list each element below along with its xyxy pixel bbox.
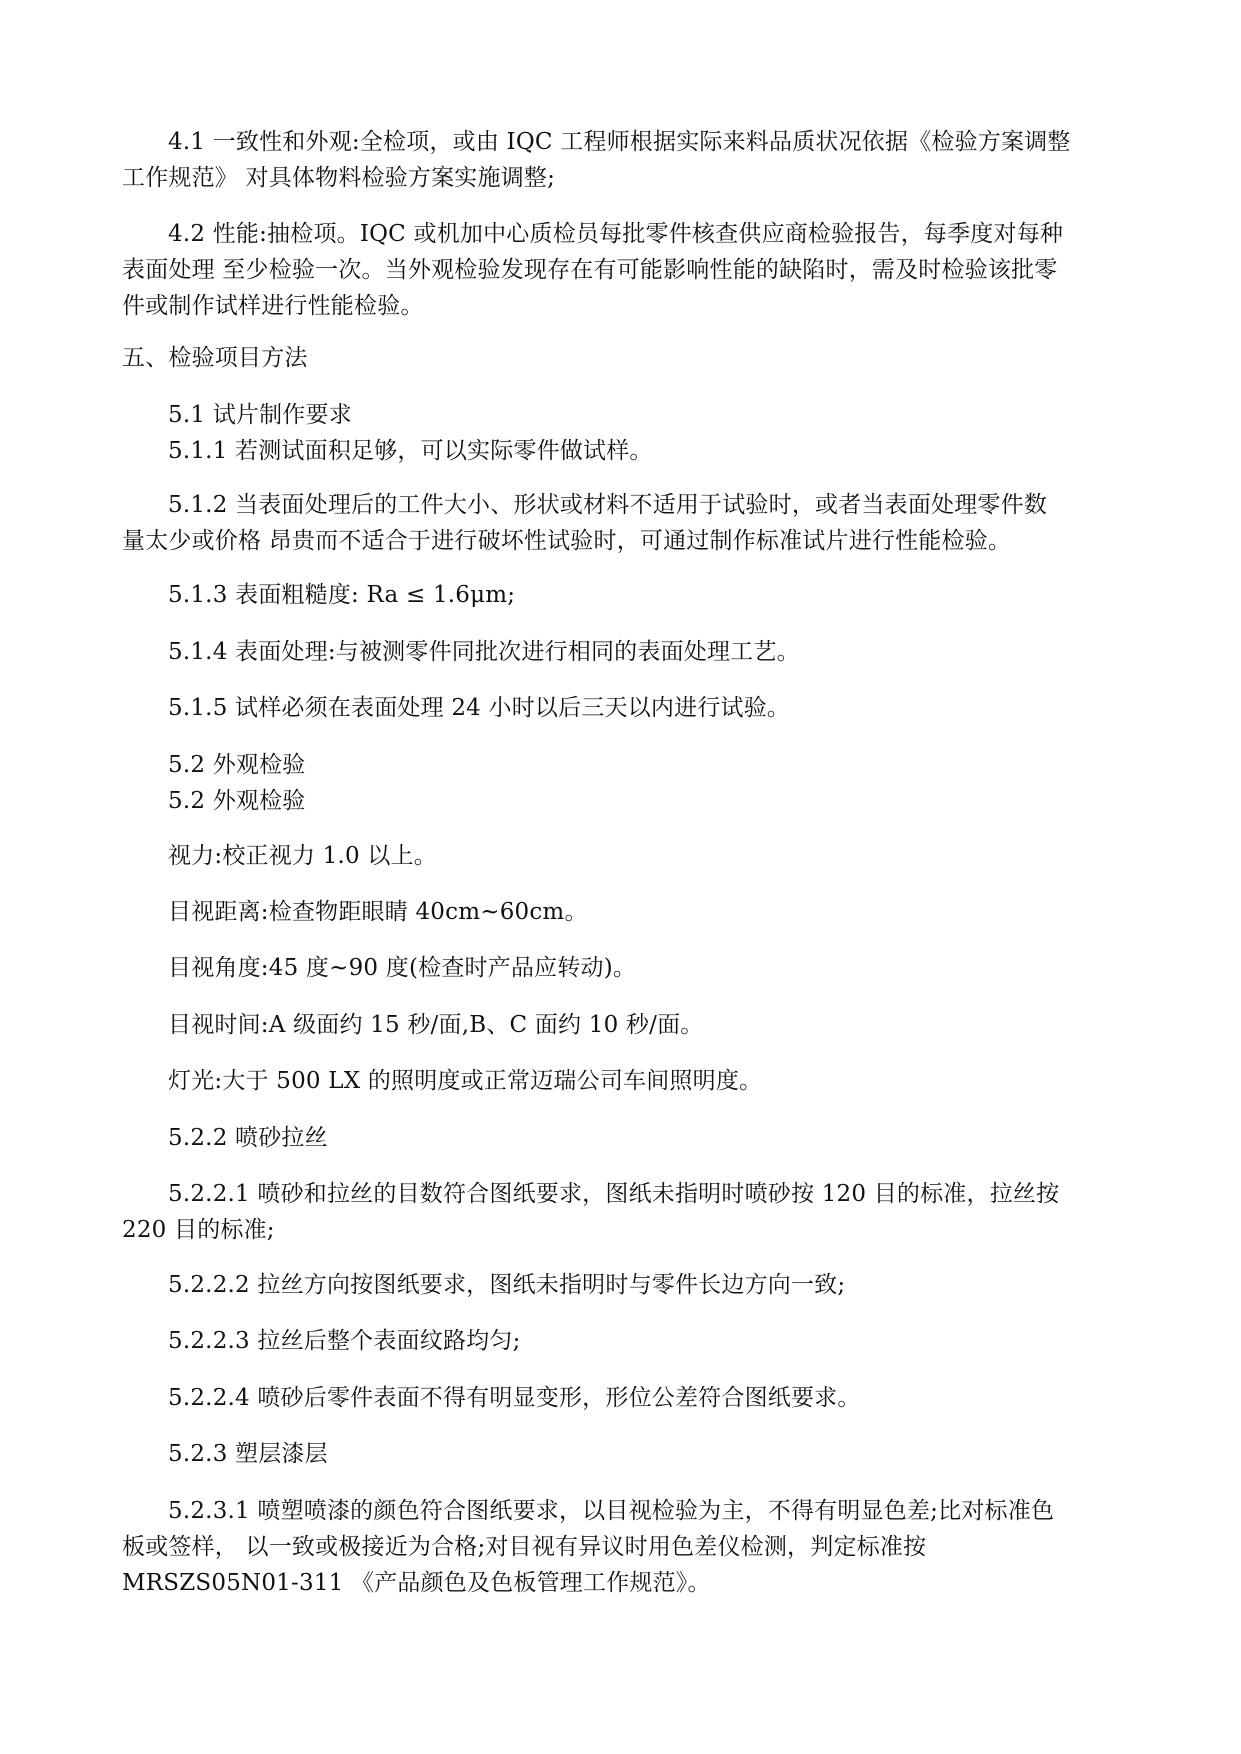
paragraph-time [122, 1007, 1132, 1043]
paragraph-light [122, 1063, 1132, 1099]
text-line: 5.2.2.4 喷砂后零件表面不得有明显变形，形位公差符合图纸要求。 [168, 1385, 861, 1411]
text-line: 5.1.1 若测试面积足够，可以实际零件做试样。 [168, 438, 653, 464]
paragraph-5-2-2 [122, 1120, 1132, 1156]
paragraph-4-1 [122, 124, 1132, 196]
paragraph-angle [122, 950, 1132, 986]
text-line: 4.2 性能:抽检项。IQC 或机加中心质检员每批零件核查供应商检验报告，每季度对每种 [168, 221, 1064, 247]
text-line: 220 目的标准; [122, 1217, 275, 1243]
subsection-heading: 5.2.3 塑层漆层 [168, 1441, 328, 1467]
paragraph-5-1-2 [122, 487, 1132, 559]
text-line: 5.1.5 试样必须在表面处理 24 小时以后三天以内进行试验。 [168, 695, 791, 721]
text-line: 量太少或价格 昂贵而不适合于进行破坏性试验时，可通过制作标准试片进行性能检验。 [122, 528, 1012, 554]
paragraph-5-2 [122, 747, 1132, 819]
paragraph-5-1-4 [122, 634, 1132, 670]
subsection-heading: 5.1 试片制作要求 [168, 402, 352, 428]
paragraph-5-1 [122, 397, 1132, 469]
paragraph-4-2 [122, 216, 1132, 324]
text-line: 5.2.2.3 拉丝后整个表面纹路均匀; [168, 1328, 521, 1354]
paragraph-distance [122, 894, 1132, 930]
text-line: 目视距离:检查物距眼睛 40cm~60cm。 [168, 899, 588, 925]
text-line: 5.1.3 表面粗糙度: Ra ≤ 1.6μm; [168, 582, 516, 608]
text-line: 目视角度:45 度~90 度(检查时产品应转动)。 [168, 955, 637, 981]
paragraph-5-2-2-3 [122, 1323, 1132, 1359]
paragraph-5-1-5 [122, 690, 1132, 726]
text-line: 5.2.2.2 拉丝方向按图纸要求，图纸未指明时与零件长边方向一致; [168, 1272, 846, 1298]
text-line: 5.2.2.1 喷砂和拉丝的目数符合图纸要求，图纸未指明时喷砂按 120 目的标准，拉丝按 [168, 1181, 1060, 1207]
subsection-heading: 5.2 外观检验 [168, 788, 306, 814]
section-heading-5 [122, 340, 1132, 376]
paragraph-5-2-3-1 [122, 1493, 1132, 1601]
paragraph-5-2-2-2 [122, 1267, 1132, 1303]
text-line: MRSZS05N01-311 《产品颜色及色板管理工作规范》。 [122, 1570, 711, 1596]
text-line: 目视时间:A 级面约 15 秒/面,B、C 面约 10 秒/面。 [168, 1012, 704, 1038]
text-line: 件或制作试样进行性能检验。 [122, 293, 424, 319]
subsection-heading: 5.2 外观检验 [168, 752, 306, 778]
text-line: 板或签样， 以一致或极接近为合格;对目视有异议时用色差仪检测，判定标准按 [122, 1534, 927, 1560]
text-line: 灯光:大于 500 LX 的照明度或正常迈瑞公司车间照明度。 [168, 1068, 763, 1094]
text-line: 视力:校正视力 1.0 以上。 [168, 843, 437, 869]
text-line: 4.1 一致性和外观:全检项，或由 IQC 工程师根据实际来料品质状况依据《检验方案调整 [168, 129, 1071, 155]
paragraph-5-2-2-1 [122, 1176, 1132, 1248]
paragraph-vision [122, 838, 1132, 874]
subsection-heading: 5.2.2 喷砂拉丝 [168, 1125, 328, 1151]
text-line: 5.2.3.1 喷塑喷漆的颜色符合图纸要求，以目视检验为主，不得有明显色差;比对标准色 [168, 1498, 1055, 1524]
text-line: 5.1.4 表面处理:与被测零件同批次进行相同的表面处理工艺。 [168, 639, 800, 665]
paragraph-5-1-3 [122, 577, 1132, 613]
paragraph-5-2-2-4 [122, 1380, 1132, 1416]
section-heading: 五、检验项目方法 [122, 345, 308, 371]
text-line: 5.1.2 当表面处理后的工件大小、形状或材料不适用于试验时，或者当表面处理零件数 [168, 492, 1048, 518]
text-line: 工作规范》 对具体物料检验方案实施调整; [122, 165, 556, 191]
paragraph-5-2-3 [122, 1436, 1132, 1472]
text-line: 表面处理 至少检验一次。当外观检验发现存在有可能影响性能的缺陷时，需及时检验该批零 [122, 257, 1058, 283]
